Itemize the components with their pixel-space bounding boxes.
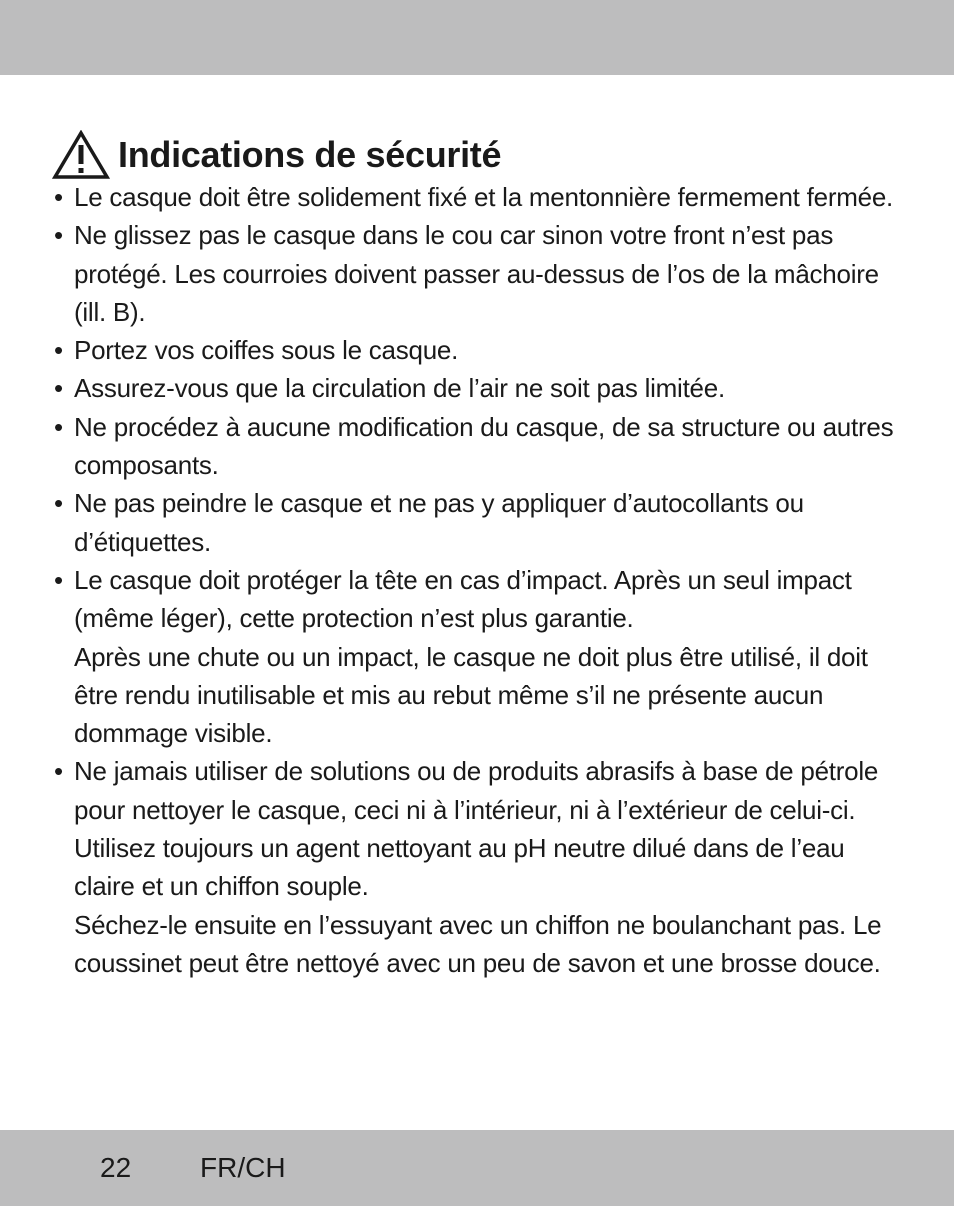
list-item-text: Le casque doit être solidement fixé et la mentonnière fermement fermée. [74, 182, 894, 212]
bullet-marker: • [54, 488, 63, 519]
safety-list [54, 178, 904, 982]
list-item [54, 331, 904, 369]
bullet-marker: • [54, 756, 63, 787]
list-item-text: Portez vos coiffes sous le casque. [74, 335, 459, 366]
list-item [54, 752, 904, 982]
list-item-text: Ne pas peindre le casque et ne pas y appliquer d’autocollants ou d’étiquettes. [74, 488, 804, 557]
list-item-text: Ne glissez pas le casque dans le cou car sinon votre front n’est pas protégé. Les courroies doivent passer au-dessus de l’os de la mâchoire (ill. B). [74, 220, 879, 327]
list-item-text: Séchez-le ensuite en l’essuyant avec un chiffon ne boulanchant pas. Le coussinet peut être nettoyé avec un peu de savon et une brosse douce. [74, 909, 882, 978]
list-item-text: Ne jamais utiliser de solutions ou de produits abrasifs à base de pétrole pour nettoyer le casque, ceci ni à l’intérieur, ni à l’extérieur de celui-ci. Utilisez toujours un agent nettoyant au pH neutre dilué dans de l’eau claire et un chiffon souple. [74, 756, 879, 902]
bullet-marker: • [54, 373, 63, 404]
list-item-text: Assurez-vous que la circulation de l’air ne soit pas limitée. [74, 373, 725, 404]
list-item [54, 561, 904, 752]
header-band [0, 0, 954, 75]
list-item [54, 484, 904, 561]
list-item [54, 216, 904, 331]
bullet-marker: • [54, 411, 63, 442]
list-item [54, 369, 904, 407]
footer-band [0, 1130, 954, 1206]
page-number: 22 [100, 1152, 132, 1183]
list-item-text: Le casque doit protéger la tête en cas d’impact. Après un seul impact (même léger), cette protection n’est plus garantie. [74, 564, 852, 634]
warning-triangle-icon [52, 130, 110, 180]
list-item-text: Ne procédez à aucune modification du casque, de sa structure ou autres composants. [74, 411, 894, 481]
bullet-marker: • [54, 182, 63, 212]
bullet-marker: • [54, 335, 63, 366]
list-item [54, 408, 904, 485]
bullet-marker: • [54, 220, 63, 251]
section-heading [52, 130, 501, 180]
locale-label: FR/CH [200, 1152, 286, 1183]
page-title: Indications de sécurité [118, 134, 502, 175]
bullet-marker: • [54, 564, 63, 595]
list-item-text: Après une chute ou un impact, le casque ne doit plus être utilisé, il doit être rendu inutilisable et mis au rebut même s’il ne présente aucun dommage visible. [74, 641, 868, 749]
list-item [54, 178, 904, 216]
